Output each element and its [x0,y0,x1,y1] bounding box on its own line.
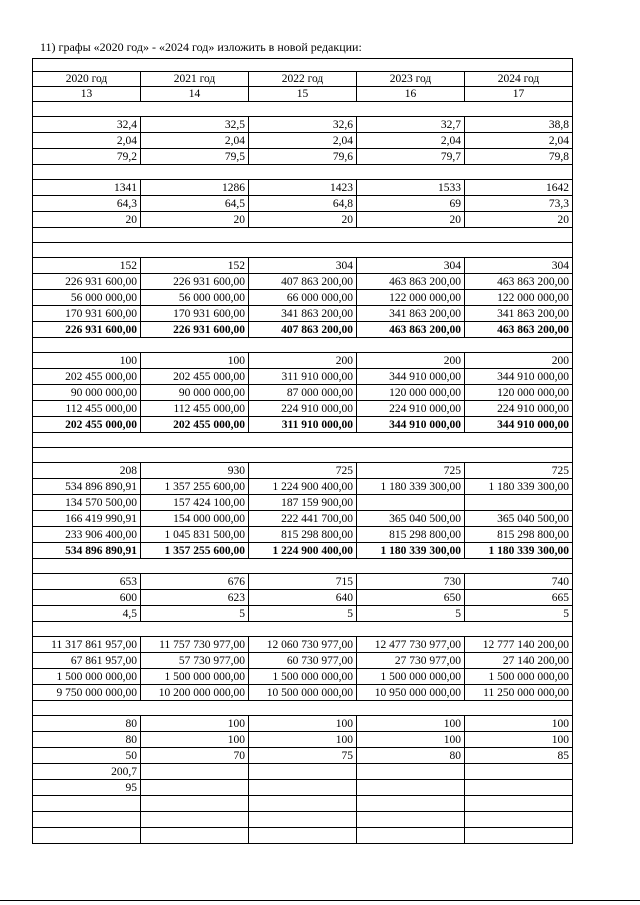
table-cell: 11 250 000 000,00 [465,685,573,701]
table-cell: 20 [141,212,249,228]
table-cell [357,812,465,828]
table-row [33,812,573,828]
table-row [33,463,573,479]
table-row [33,701,573,716]
table-cell [465,495,573,511]
table-cell: 56 000 000,00 [141,290,249,306]
table-row [33,764,573,780]
table-row [33,353,573,369]
table-cell [249,828,357,844]
table-cell: 725 [249,463,357,479]
table-cell: 1 180 339 300,00 [357,479,465,495]
table-cell: 80 [357,748,465,764]
section-gap-cell [33,559,573,574]
total-cell: 344 910 000,00 [465,417,573,433]
table-row [33,574,573,590]
table-cell: 2,04 [465,133,573,149]
table-cell: 100 [249,732,357,748]
table-cell: 2,04 [357,133,465,149]
table-cell: 79,6 [249,149,357,165]
table-cell: 64,5 [141,196,249,212]
column-number-header: 16 [357,87,465,102]
section-gap-cell [33,701,573,716]
section-gap-cell [33,448,573,463]
table-cell: 100 [33,353,141,369]
column-year-header: 2024 год [465,72,573,87]
table-cell: 200 [249,353,357,369]
table-cell [249,780,357,796]
table-cell: 32,4 [33,117,141,133]
table-cell: 80 [33,716,141,732]
table-cell [249,764,357,780]
table-cell [33,812,141,828]
table-cell: 67 861 957,00 [33,653,141,669]
table-cell: 73,3 [465,196,573,212]
table-cell: 1 357 255 600,00 [141,479,249,495]
total-cell: 344 910 000,00 [357,417,465,433]
amendment-table [32,58,573,844]
total-cell: 1 357 255 600,00 [141,543,249,559]
table-cell: 170 931 600,00 [33,306,141,322]
table-cell: 100 [249,716,357,732]
table-cell [141,796,249,812]
table-row [33,401,573,417]
table-cell: 341 863 200,00 [465,306,573,322]
table-row [33,828,573,844]
table-cell: 202 455 000,00 [141,369,249,385]
table-cell: 224 910 000,00 [465,401,573,417]
table-cell [141,812,249,828]
table-cell: 1 500 000 000,00 [357,669,465,685]
table-row [33,543,573,559]
total-cell: 1 180 339 300,00 [465,543,573,559]
table-row [33,559,573,574]
table-cell: 5 [465,606,573,622]
table-cell: 2,04 [249,133,357,149]
table-cell: 9 750 000 000,00 [33,685,141,701]
table-cell: 200 [465,353,573,369]
table-row [33,87,573,102]
table-cell: 1 045 831 500,00 [141,527,249,543]
table-cell: 10 200 000 000,00 [141,685,249,701]
section-gap-cell [33,243,573,258]
table-cell: 100 [465,732,573,748]
table-cell: 152 [141,258,249,274]
section-gap-cell [33,622,573,637]
table-cell: 1 180 339 300,00 [465,479,573,495]
table-cell [465,812,573,828]
table-row [33,369,573,385]
table-cell: 79,2 [33,149,141,165]
column-year-header: 2021 год [141,72,249,87]
total-cell: 311 910 000,00 [249,417,357,433]
table-cell: 1341 [33,180,141,196]
table-cell: 623 [141,590,249,606]
table-body [33,59,573,844]
table-cell: 20 [357,212,465,228]
total-cell: 202 455 000,00 [33,417,141,433]
table-cell: 70 [141,748,249,764]
table-cell: 100 [465,716,573,732]
table-row [33,495,573,511]
table-cell [141,828,249,844]
table-cell: 5 [357,606,465,622]
table-row [33,385,573,401]
table-top-cell [33,59,573,72]
column-number-header: 17 [465,87,573,102]
table-cell: 12 477 730 977,00 [357,637,465,653]
table-cell: 100 [357,716,465,732]
table-cell: 12 777 140 200,00 [465,637,573,653]
table-cell: 665 [465,590,573,606]
table-cell [141,780,249,796]
table-cell: 157 424 100,00 [141,495,249,511]
table-cell: 304 [249,258,357,274]
table-cell: 100 [141,732,249,748]
table-cell: 187 159 900,00 [249,495,357,511]
section-gap-cell [33,228,573,243]
table-cell: 27 730 977,00 [357,653,465,669]
table-cell: 640 [249,590,357,606]
column-number-header: 14 [141,87,249,102]
table-cell: 1286 [141,180,249,196]
table-row [33,212,573,228]
table-cell: 95 [33,780,141,796]
table-row [33,748,573,764]
table-cell: 200 [357,353,465,369]
table-cell: 12 060 730 977,00 [249,637,357,653]
table-cell: 407 863 200,00 [249,274,357,290]
table-row [33,732,573,748]
table-cell: 200,7 [33,764,141,780]
table-cell: 1 500 000 000,00 [33,669,141,685]
table-cell: 344 910 000,00 [357,369,465,385]
total-cell: 202 455 000,00 [141,417,249,433]
table-cell: 87 000 000,00 [249,385,357,401]
table-cell: 100 [141,353,249,369]
table-row [33,653,573,669]
table-cell: 2,04 [33,133,141,149]
table-row [33,72,573,87]
table-cell: 20 [249,212,357,228]
table-cell: 1533 [357,180,465,196]
table-row [33,448,573,463]
table-cell: 64,3 [33,196,141,212]
table-row [33,290,573,306]
table-cell: 676 [141,574,249,590]
table-cell [357,780,465,796]
table-cell: 122 000 000,00 [465,290,573,306]
table-row [33,149,573,165]
table-cell: 154 000 000,00 [141,511,249,527]
table-row [33,133,573,149]
table-row [33,716,573,732]
table-cell: 725 [465,463,573,479]
table-cell: 463 863 200,00 [465,274,573,290]
table-cell: 1423 [249,180,357,196]
table-cell: 930 [141,463,249,479]
table-cell: 90 000 000,00 [33,385,141,401]
table-row [33,338,573,353]
table-cell: 10 500 000 000,00 [249,685,357,701]
table-row [33,590,573,606]
table-cell: 725 [357,463,465,479]
total-cell: 463 863 200,00 [357,322,465,338]
table-cell [357,495,465,511]
table-cell [249,796,357,812]
table-cell: 341 863 200,00 [249,306,357,322]
table-row [33,780,573,796]
table-cell: 226 931 600,00 [33,274,141,290]
table-cell: 79,7 [357,149,465,165]
table-cell: 11 757 730 977,00 [141,637,249,653]
table-cell: 311 910 000,00 [249,369,357,385]
table-row [33,479,573,495]
table-cell: 208 [33,463,141,479]
table-cell: 344 910 000,00 [465,369,573,385]
table-cell [141,764,249,780]
amendment-heading: 11) графы «2020 год» - «2024 год» изложить в новой редакции: [40,40,362,54]
table-cell: 534 896 890,91 [33,479,141,495]
table-cell: 653 [33,574,141,590]
table-cell: 222 441 700,00 [249,511,357,527]
table-cell: 100 [141,716,249,732]
table-cell: 365 040 500,00 [357,511,465,527]
column-number-header: 15 [249,87,357,102]
section-gap-cell [33,338,573,353]
table-row [33,59,573,72]
table-cell: 100 [357,732,465,748]
table-cell: 32,6 [249,117,357,133]
table-cell: 75 [249,748,357,764]
table-cell: 224 910 000,00 [357,401,465,417]
table-row [33,685,573,701]
table-cell: 341 863 200,00 [357,306,465,322]
table-cell: 224 910 000,00 [249,401,357,417]
total-cell: 1 224 900 400,00 [249,543,357,559]
table-cell: 463 863 200,00 [357,274,465,290]
table-cell: 80 [33,732,141,748]
table-cell: 38,8 [465,117,573,133]
table-cell: 120 000 000,00 [357,385,465,401]
table-cell: 730 [357,574,465,590]
table-cell: 50 [33,748,141,764]
table-cell: 170 931 600,00 [141,306,249,322]
table-row [33,527,573,543]
table-cell [357,828,465,844]
column-number-header: 13 [33,87,141,102]
table-cell: 365 040 500,00 [465,511,573,527]
table-cell: 166 419 990,91 [33,511,141,527]
table-cell [465,828,573,844]
section-gap-cell [33,165,573,180]
table-cell: 32,5 [141,117,249,133]
table-cell: 20 [33,212,141,228]
table-cell: 1 500 000 000,00 [249,669,357,685]
table-cell [465,796,573,812]
table-row [33,306,573,322]
total-cell: 534 896 890,91 [33,543,141,559]
table-cell: 120 000 000,00 [465,385,573,401]
table-row [33,417,573,433]
table-cell: 85 [465,748,573,764]
table-cell: 715 [249,574,357,590]
table-row [33,228,573,243]
table-cell: 1642 [465,180,573,196]
table-cell: 1 500 000 000,00 [465,669,573,685]
table-row [33,117,573,133]
table-cell: 4,5 [33,606,141,622]
table-row [33,622,573,637]
section-gap-cell [33,433,573,448]
table-cell: 152 [33,258,141,274]
table-cell [249,812,357,828]
table-cell: 2,04 [141,133,249,149]
table-cell: 1 224 900 400,00 [249,479,357,495]
table-cell: 20 [465,212,573,228]
table-cell: 112 455 000,00 [141,401,249,417]
column-year-header: 2023 год [357,72,465,87]
table-row [33,180,573,196]
table-cell: 815 298 800,00 [249,527,357,543]
table-cell: 122 000 000,00 [357,290,465,306]
table-row [33,274,573,290]
table-cell [33,828,141,844]
table-cell: 233 906 400,00 [33,527,141,543]
table-cell: 56 000 000,00 [33,290,141,306]
table-row [33,243,573,258]
table-cell [465,764,573,780]
table-row [33,322,573,338]
total-cell: 1 180 339 300,00 [357,543,465,559]
table-cell: 5 [141,606,249,622]
table-row [33,258,573,274]
table-cell: 32,7 [357,117,465,133]
table-row [33,196,573,212]
total-cell: 226 931 600,00 [141,322,249,338]
column-year-header: 2022 год [249,72,357,87]
page-bottom-rule [0,900,640,901]
table-cell: 10 950 000 000,00 [357,685,465,701]
table-cell: 90 000 000,00 [141,385,249,401]
table-cell: 740 [465,574,573,590]
table-row [33,433,573,448]
table-cell: 202 455 000,00 [33,369,141,385]
table-row [33,796,573,812]
table-cell: 79,8 [465,149,573,165]
table-cell: 69 [357,196,465,212]
table-cell [33,796,141,812]
table-cell: 79,5 [141,149,249,165]
table-cell: 815 298 800,00 [357,527,465,543]
table-cell: 304 [465,258,573,274]
table-cell: 66 000 000,00 [249,290,357,306]
table-row [33,606,573,622]
table-cell: 57 730 977,00 [141,653,249,669]
table-cell [357,796,465,812]
table-cell [357,764,465,780]
table-cell: 600 [33,590,141,606]
amendment-table-container [32,58,573,844]
table-cell: 5 [249,606,357,622]
table-row [33,511,573,527]
table-cell: 226 931 600,00 [141,274,249,290]
total-cell: 226 931 600,00 [33,322,141,338]
column-year-header: 2020 год [33,72,141,87]
table-cell: 11 317 861 957,00 [33,637,141,653]
table-cell: 650 [357,590,465,606]
section-gap-cell [33,102,573,117]
table-cell: 1 500 000 000,00 [141,669,249,685]
table-cell: 304 [357,258,465,274]
total-cell: 463 863 200,00 [465,322,573,338]
total-cell: 407 863 200,00 [249,322,357,338]
table-cell: 27 140 200,00 [465,653,573,669]
table-cell: 64,8 [249,196,357,212]
table-row [33,669,573,685]
table-cell [465,780,573,796]
table-row [33,165,573,180]
table-row [33,637,573,653]
table-cell: 134 570 500,00 [33,495,141,511]
table-cell: 815 298 800,00 [465,527,573,543]
table-row [33,102,573,117]
table-cell: 60 730 977,00 [249,653,357,669]
table-cell: 112 455 000,00 [33,401,141,417]
